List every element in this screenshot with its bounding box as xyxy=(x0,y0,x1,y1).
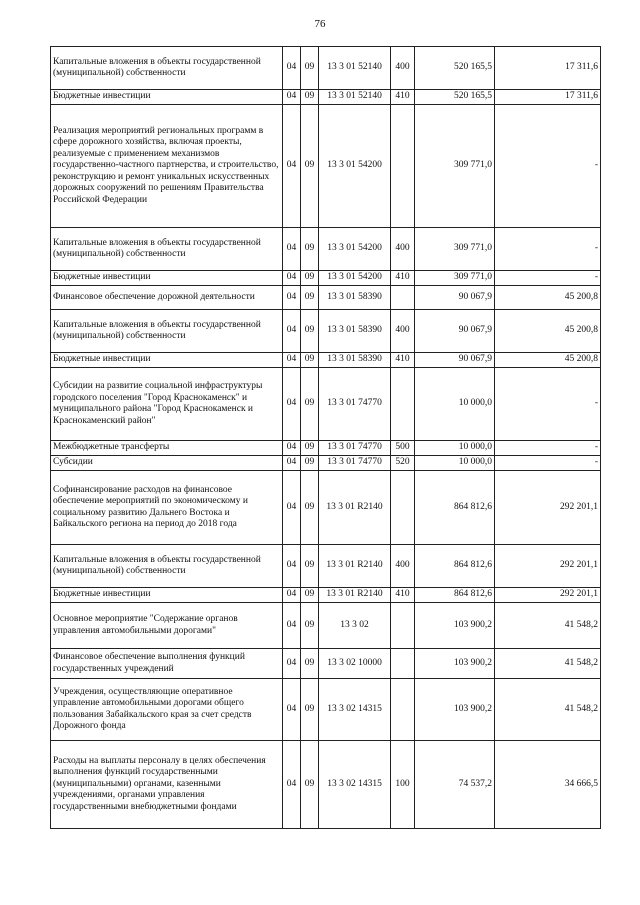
row-sum-2: - xyxy=(495,441,601,456)
row-pr: 09 xyxy=(301,741,319,829)
budget-table xyxy=(50,46,601,829)
row-rz: 04 xyxy=(283,441,301,456)
row-sum-2: 45 200,8 xyxy=(495,310,601,353)
row-csr: 13 3 01 74770 xyxy=(319,368,391,441)
row-sum-2: - xyxy=(495,456,601,471)
row-sum-1: 10 000,0 xyxy=(415,368,495,441)
row-csr: 13 3 01 58390 xyxy=(319,310,391,353)
row-rz: 04 xyxy=(283,271,301,286)
row-vr: 400 xyxy=(391,228,415,271)
row-csr: 13 3 02 14315 xyxy=(319,679,391,741)
row-pr: 09 xyxy=(301,471,319,545)
row-sum-2: 292 201,1 xyxy=(495,471,601,545)
row-vr: 400 xyxy=(391,47,415,90)
row-csr: 13 3 01 74770 xyxy=(319,456,391,471)
row-rz: 04 xyxy=(283,310,301,353)
row-pr: 09 xyxy=(301,679,319,741)
row-sum-1: 864 812,6 xyxy=(415,545,495,588)
row-rz: 04 xyxy=(283,90,301,105)
row-sum-1: 103 900,2 xyxy=(415,649,495,679)
row-pr: 09 xyxy=(301,310,319,353)
row-name: Реализация мероприятий региональных программ в сфере дорожного хозяйства, включая проекты, реализуемые с применением механизмов государственно-частного партнерства, и строительство, реконструкцию и ремонт уникальных искусственных дорожных сооружений по решениям Правительства Российской Федерации xyxy=(51,105,283,228)
row-csr: 13 3 01 52140 xyxy=(319,90,391,105)
table-row xyxy=(51,545,601,588)
table-row xyxy=(51,471,601,545)
row-sum-1: 520 165,5 xyxy=(415,90,495,105)
row-sum-2: 292 201,1 xyxy=(495,588,601,603)
row-vr xyxy=(391,603,415,649)
table-row xyxy=(51,228,601,271)
row-csr: 13 3 01 R2140 xyxy=(319,471,391,545)
row-csr: 13 3 02 xyxy=(319,603,391,649)
row-vr: 410 xyxy=(391,588,415,603)
row-name: Капитальные вложения в объекты государственной (муниципальной) собственности xyxy=(51,47,283,90)
row-rz: 04 xyxy=(283,353,301,368)
table-row xyxy=(51,649,601,679)
row-pr: 09 xyxy=(301,649,319,679)
row-vr xyxy=(391,471,415,545)
row-csr: 13 3 02 14315 xyxy=(319,741,391,829)
row-sum-1: 309 771,0 xyxy=(415,105,495,228)
table-row xyxy=(51,105,601,228)
table-row xyxy=(51,741,601,829)
row-sum-1: 864 812,6 xyxy=(415,588,495,603)
row-pr: 09 xyxy=(301,286,319,310)
row-pr: 09 xyxy=(301,603,319,649)
row-sum-1: 90 067,9 xyxy=(415,310,495,353)
row-vr: 520 xyxy=(391,456,415,471)
page-number: 76 xyxy=(314,18,326,30)
row-rz: 04 xyxy=(283,741,301,829)
row-rz: 04 xyxy=(283,545,301,588)
row-vr xyxy=(391,368,415,441)
row-name: Финансовое обеспечение выполнения функций государственных учреждений xyxy=(51,649,283,679)
row-sum-2: - xyxy=(495,368,601,441)
row-pr: 09 xyxy=(301,105,319,228)
row-sum-1: 103 900,2 xyxy=(415,603,495,649)
table-row xyxy=(51,456,601,471)
table-row xyxy=(51,368,601,441)
row-name: Бюджетные инвестиции xyxy=(51,90,283,105)
row-rz: 04 xyxy=(283,603,301,649)
row-name: Бюджетные инвестиции xyxy=(51,271,283,286)
row-name: Расходы на выплаты персоналу в целях обеспечения выполнения функций государственными (муниципальными) органами, казенными учреждениями, органами управления государственными внебюджетными фондами xyxy=(51,741,283,829)
row-sum-1: 520 165,5 xyxy=(415,47,495,90)
table-row xyxy=(51,310,601,353)
table-row xyxy=(51,286,601,310)
row-csr: 13 3 02 10000 xyxy=(319,649,391,679)
row-sum-1: 309 771,0 xyxy=(415,271,495,286)
row-sum-2: 17 311,6 xyxy=(495,47,601,90)
row-vr: 410 xyxy=(391,90,415,105)
row-sum-2: - xyxy=(495,271,601,286)
row-rz: 04 xyxy=(283,679,301,741)
row-csr: 13 3 01 R2140 xyxy=(319,588,391,603)
row-vr xyxy=(391,105,415,228)
row-sum-2: 41 548,2 xyxy=(495,603,601,649)
table-row xyxy=(51,441,601,456)
row-name: Финансовое обеспечение дорожной деятельности xyxy=(51,286,283,310)
row-csr: 13 3 01 74770 xyxy=(319,441,391,456)
table-row xyxy=(51,271,601,286)
row-csr: 13 3 01 R2140 xyxy=(319,545,391,588)
row-pr: 09 xyxy=(301,441,319,456)
row-rz: 04 xyxy=(283,649,301,679)
row-vr: 500 xyxy=(391,441,415,456)
row-rz: 04 xyxy=(283,588,301,603)
row-name: Капитальные вложения в объекты государственной (муниципальной) собственности xyxy=(51,545,283,588)
row-vr: 410 xyxy=(391,353,415,368)
row-sum-2: - xyxy=(495,105,601,228)
row-pr: 09 xyxy=(301,545,319,588)
row-pr: 09 xyxy=(301,228,319,271)
row-rz: 04 xyxy=(283,368,301,441)
table-body xyxy=(51,47,601,829)
row-vr: 400 xyxy=(391,310,415,353)
row-name: Субсидии на развитие социальной инфраструктуры городского поселения "Город Краснокаменск" и муниципального района "Город Краснокаменск и Краснокаменский район" xyxy=(51,368,283,441)
row-csr: 13 3 01 52140 xyxy=(319,47,391,90)
row-rz: 04 xyxy=(283,105,301,228)
row-csr: 13 3 01 54200 xyxy=(319,271,391,286)
row-sum-2: 292 201,1 xyxy=(495,545,601,588)
row-pr: 09 xyxy=(301,368,319,441)
table-row xyxy=(51,90,601,105)
row-sum-1: 103 900,2 xyxy=(415,679,495,741)
row-sum-2: 34 666,5 xyxy=(495,741,601,829)
row-csr: 13 3 01 54200 xyxy=(319,105,391,228)
row-sum-1: 10 000,0 xyxy=(415,441,495,456)
row-csr: 13 3 01 58390 xyxy=(319,353,391,368)
row-name: Межбюджетные трансферты xyxy=(51,441,283,456)
row-pr: 09 xyxy=(301,47,319,90)
row-sum-2: 45 200,8 xyxy=(495,286,601,310)
row-rz: 04 xyxy=(283,228,301,271)
row-sum-1: 90 067,9 xyxy=(415,286,495,310)
table-row xyxy=(51,603,601,649)
row-vr: 400 xyxy=(391,545,415,588)
row-pr: 09 xyxy=(301,456,319,471)
row-sum-2: - xyxy=(495,228,601,271)
row-vr xyxy=(391,286,415,310)
row-name: Бюджетные инвестиции xyxy=(51,353,283,368)
row-name: Субсидии xyxy=(51,456,283,471)
row-name: Основное мероприятие "Содержание органов управления автомобильными дорогами" xyxy=(51,603,283,649)
row-rz: 04 xyxy=(283,456,301,471)
row-rz: 04 xyxy=(283,471,301,545)
row-sum-1: 309 771,0 xyxy=(415,228,495,271)
row-sum-1: 864 812,6 xyxy=(415,471,495,545)
row-name: Софинансирование расходов на финансовое обеспечение мероприятий по экономическому и социальному развитию Дальнего Востока и Байкальского региона на период до 2018 года xyxy=(51,471,283,545)
row-vr xyxy=(391,679,415,741)
row-sum-1: 74 537,2 xyxy=(415,741,495,829)
row-sum-2: 45 200,8 xyxy=(495,353,601,368)
row-name: Капитальные вложения в объекты государственной (муниципальной) собственности xyxy=(51,228,283,271)
row-pr: 09 xyxy=(301,271,319,286)
row-rz: 04 xyxy=(283,47,301,90)
row-csr: 13 3 01 58390 xyxy=(319,286,391,310)
table-row xyxy=(51,679,601,741)
row-pr: 09 xyxy=(301,353,319,368)
row-vr: 410 xyxy=(391,271,415,286)
row-sum-2: 17 311,6 xyxy=(495,90,601,105)
row-pr: 09 xyxy=(301,90,319,105)
row-sum-1: 90 067,9 xyxy=(415,353,495,368)
row-vr: 100 xyxy=(391,741,415,829)
row-csr: 13 3 01 54200 xyxy=(319,228,391,271)
row-rz: 04 xyxy=(283,286,301,310)
row-pr: 09 xyxy=(301,588,319,603)
row-name: Учреждения, осуществляющие оперативное управление автомобильными дорогами общего пользования Забайкальского края за счет средств Дорожного фонда xyxy=(51,679,283,741)
table-row xyxy=(51,353,601,368)
row-sum-2: 41 548,2 xyxy=(495,649,601,679)
row-vr xyxy=(391,649,415,679)
table-row xyxy=(51,588,601,603)
row-name: Капитальные вложения в объекты государственной (муниципальной) собственности xyxy=(51,310,283,353)
row-name: Бюджетные инвестиции xyxy=(51,588,283,603)
table-row xyxy=(51,47,601,90)
row-sum-1: 10 000,0 xyxy=(415,456,495,471)
row-sum-2: 41 548,2 xyxy=(495,679,601,741)
